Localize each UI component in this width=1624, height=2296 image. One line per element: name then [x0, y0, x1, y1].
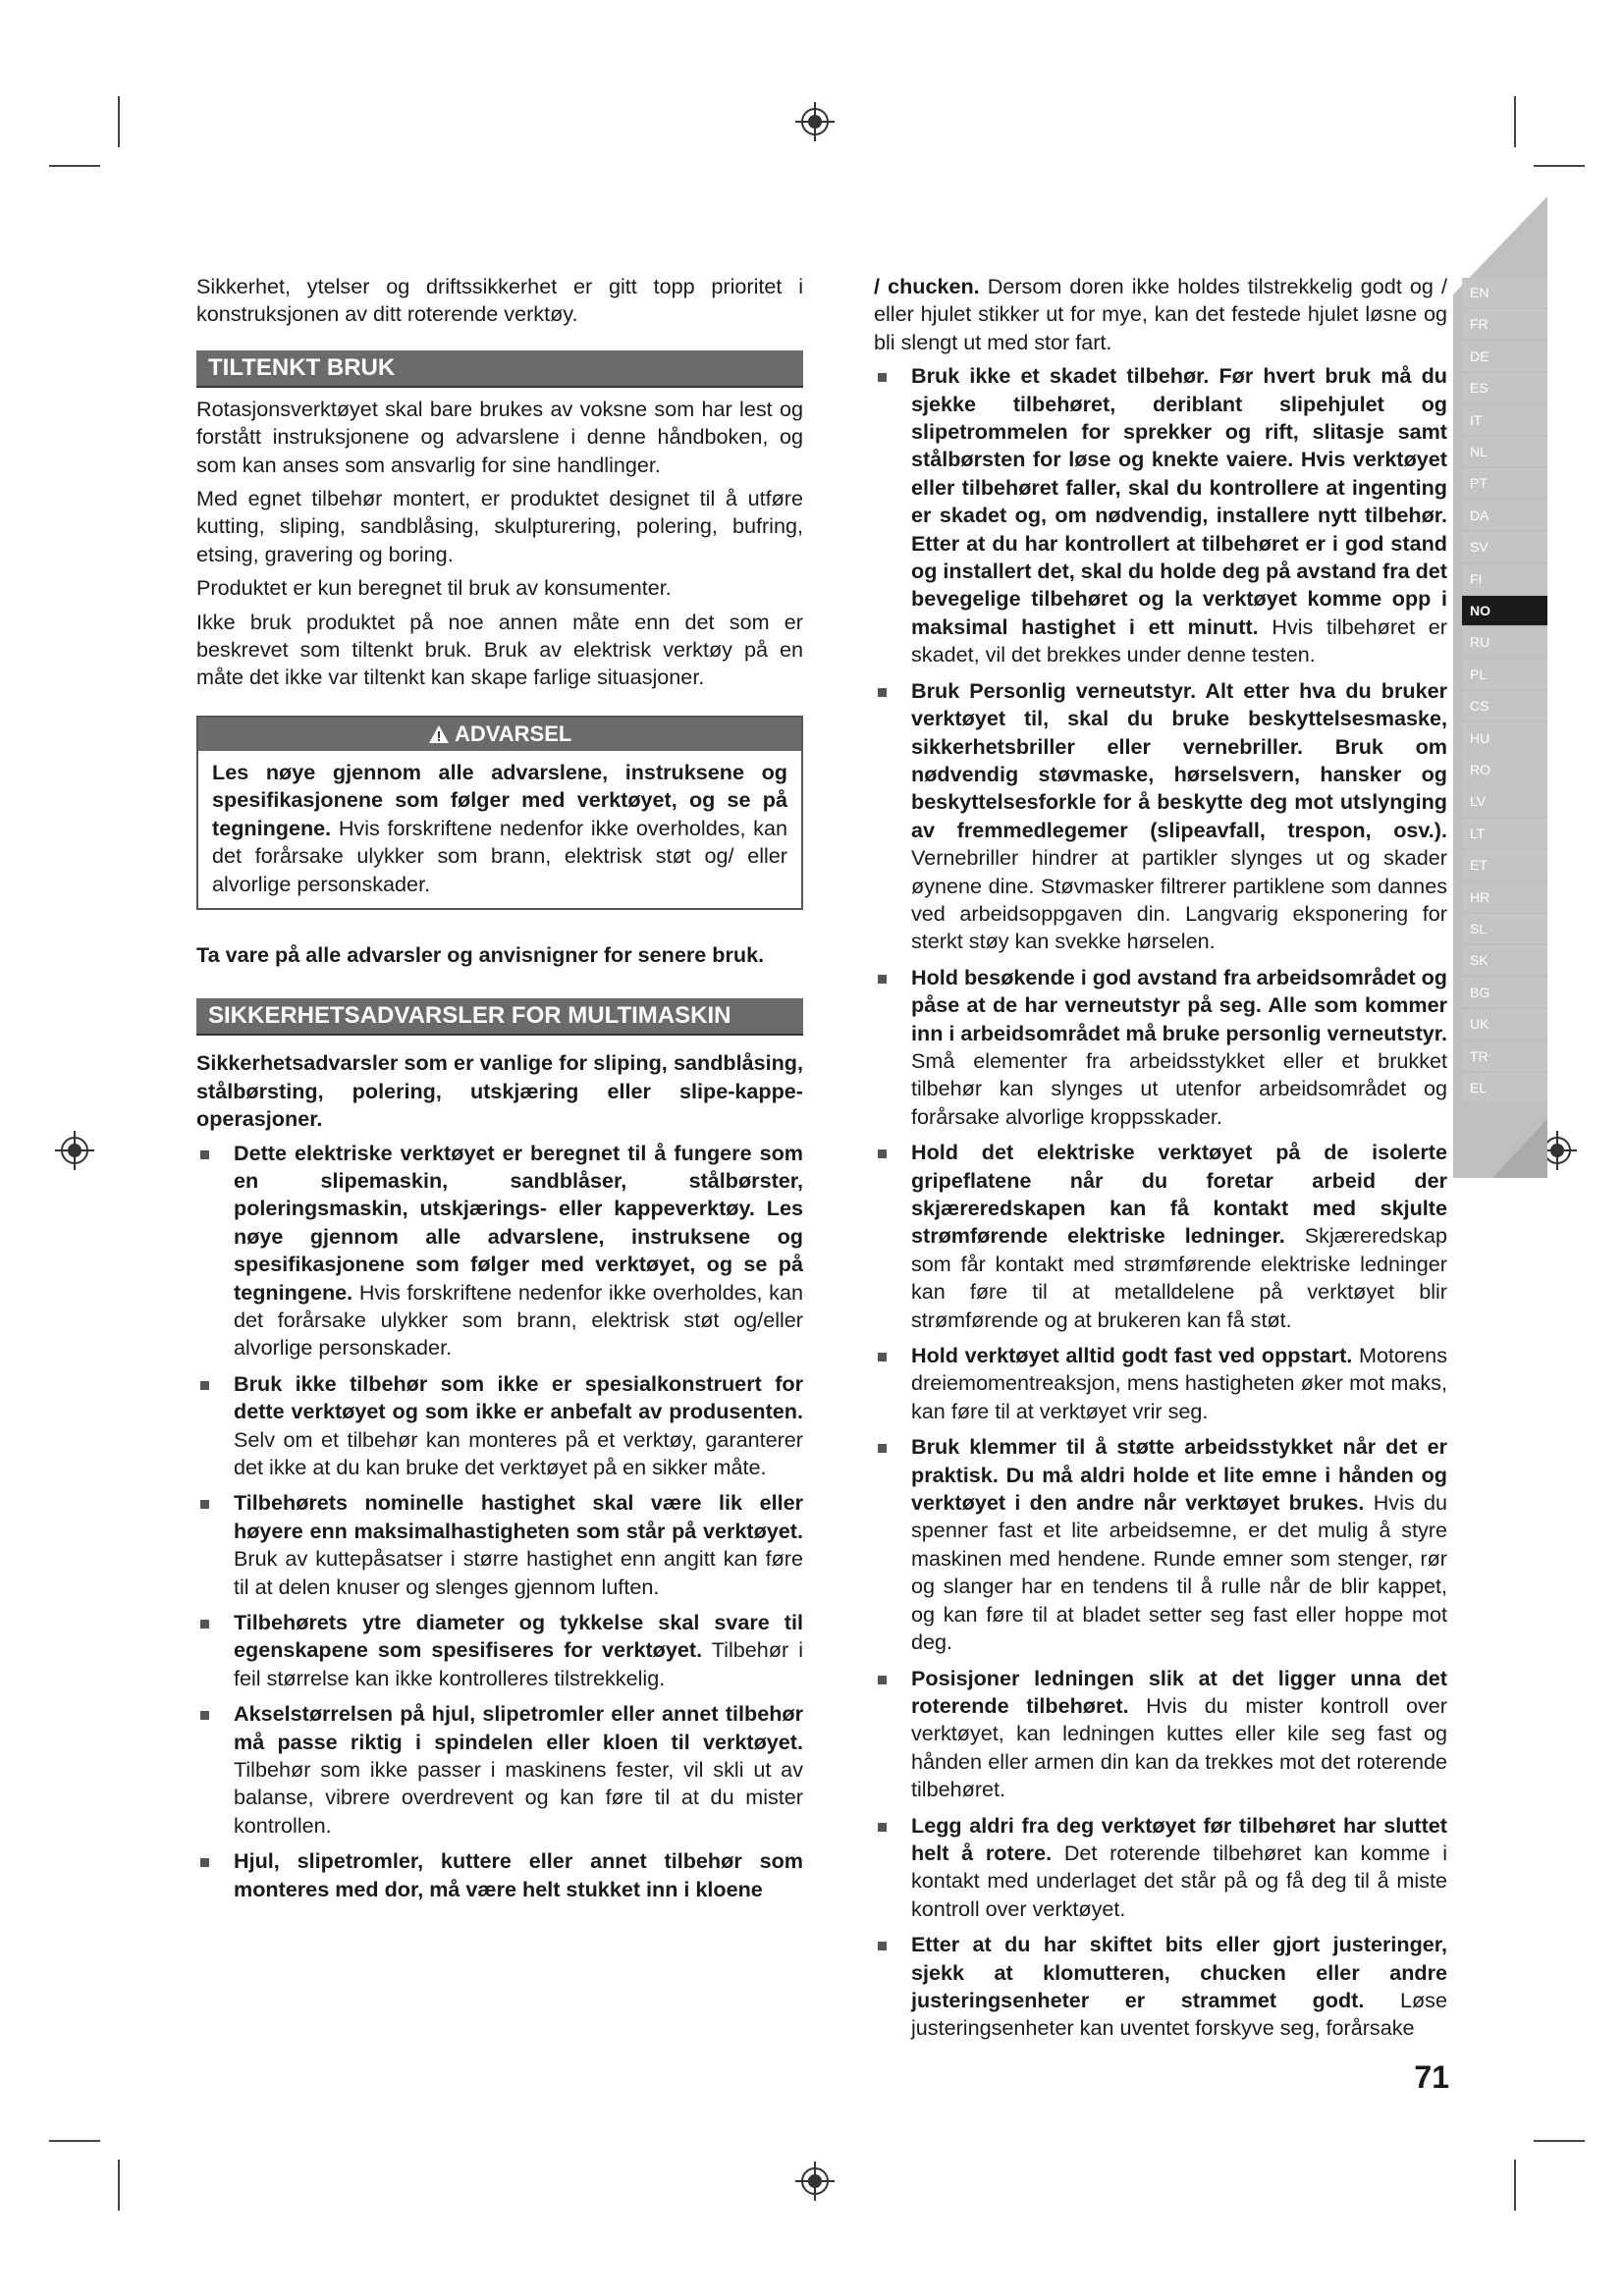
bullet-bold-text: Hold det elektriske verktøyet på de isolerte gripeflatene når du foretar arbeid der skjæreredskapen kan få kontakt med skjulte strømførende elektriske ledninger.: [911, 1140, 1447, 1249]
continued-bold-text: / chucken.: [874, 274, 980, 298]
language-tab-et[interactable]: ET: [1462, 850, 1547, 880]
language-tab-sv[interactable]: SV: [1462, 532, 1547, 561]
section-title-intended-use: TILTENKT BRUK: [196, 350, 803, 388]
bullet-bold-text: Tilbehørets ytre diameter og tykkelse skal svare til egenskapene som spesifiseres for verktøyet.: [234, 1610, 803, 1663]
language-tab-sl[interactable]: SL: [1462, 914, 1547, 943]
keep-instructions-note: Ta vare på alle advarsler og anvisnigner for senere bruk.: [196, 941, 765, 967]
list-item: [874, 1812, 1447, 1924]
registration-mark-icon: [793, 2160, 837, 2203]
paragraph: Produktet er kun beregnet til bruk av konsumenter.: [196, 575, 672, 601]
bullet-bold-text: Hjul, slipetromler, kuttere eller annet tilbehør som monteres med dor, må være helt stukket inn i kloene: [234, 1848, 803, 1901]
bullet-bold-text: Bruk Personlig verneutstyr. Alt etter hva du bruker verktøyet til, skal du bruke beskyttelsesmaske, sikkerhetsbriller eller vernebriller. Bruk om nødvendig støvmaske, hørselsvern, hansker og beskyttelsesforkle for å beskytte deg mot utslynging av fremmedlegemer (slipeavfall, trespon, osv.).: [911, 677, 1447, 842]
bullet-text: Hvis forskriftene nedenfor ikke overholdes, kan det forårsake ulykker som brann, elektrisk støt og/eller alvorlige personskader.: [234, 1279, 803, 1361]
bullet-text: Løse justeringsenheter kan uventet forskyve seg, forårsake: [911, 1987, 1447, 2041]
language-tab-ru[interactable]: RU: [1462, 627, 1547, 657]
language-tab-lv[interactable]: LV: [1462, 786, 1547, 816]
list-item: [874, 1139, 1447, 1334]
registration-mark-icon: [53, 1129, 96, 1172]
crop-mark: [1514, 96, 1516, 147]
list-item: [874, 362, 1447, 668]
warning-title: ADVARSEL: [454, 721, 572, 746]
bullet-bold-text: Etter at du har skiftet bits eller gjort justeringer, sjekk at klomutteren, chucken eller andre justeringsenheter er strammet godt.: [911, 1932, 1447, 2012]
language-tab-fi[interactable]: FI: [1462, 564, 1547, 594]
list-item: [874, 677, 1447, 956]
bullet-text: Det roterende tilbehøret kan komme i kontakt med underlaget det står på og få deg til å miste kontroll over verktøyet.: [911, 1840, 1447, 1921]
bullet-text: Hvis tilbehøret er skadet, vil det brekkes under denne testen.: [911, 614, 1447, 667]
list-item: [874, 1665, 1447, 1804]
language-tab-no[interactable]: NO: [1462, 596, 1547, 625]
list-item: [874, 1342, 1447, 1425]
registration-mark-icon: [793, 100, 837, 143]
warning-body: [198, 751, 801, 908]
language-tab-sk[interactable]: SK: [1462, 945, 1547, 975]
bullet-bold-text: Hold verktøyet alltid godt fast ved oppstart.: [911, 1343, 1353, 1368]
bullet-bold-text: Tilbehørets nominelle hastighet skal være lik eller høyere enn maksimalhastigheten som står på verktøyet.: [234, 1490, 803, 1543]
crop-mark: [1514, 2160, 1516, 2211]
language-tab-bg[interactable]: BG: [1462, 978, 1547, 1007]
section-title-safety-warnings: SIKKERHETSADVARSLER FOR MULTIMASKIN: [196, 998, 803, 1036]
language-tab-fr[interactable]: FR: [1462, 309, 1547, 339]
list-item: [196, 1700, 803, 1840]
crop-mark: [1534, 165, 1585, 167]
bullet-bold-text: Legg aldri fra deg verktøyet før tilbehøret har sluttet helt å rotere.: [911, 1812, 1447, 1865]
crop-mark: [49, 165, 100, 167]
language-tab-ro[interactable]: RO: [1462, 755, 1547, 784]
warning-box: [196, 716, 803, 910]
paragraph: Med egnet tilbehør montert, er produktet designet til å utføre kutting, sliping, sandblåsing, skulpturering, polering, bufring, etsing, gravering og boring.: [196, 486, 803, 566]
language-tab-pt[interactable]: PT: [1462, 468, 1547, 498]
bullet-bold-text: Hold besøkende i god avstand fra arbeidsområdet og påse at de har verneutstyr på seg. Alle som kommer inn i arbeidsområdet må bruke personlig verneutstyr.: [911, 964, 1448, 1045]
bullet-text: Hvis du spenner fast et lite arbeidsemne, er det mulig å styre maskinen med hendene. Runde emner som stenger, rør og slanger har en tendens til å rulle når de blir kappet, og kan føre til at bladet setter seg fast eller hoppe mot deg.: [911, 1490, 1447, 1655]
warning-text: Hvis forskriftene nedenfor ikke overholdes, kan det forårsake ulykker som brann, elektrisk støt og/ eller alvorlige personskader.: [212, 815, 787, 896]
warning-header: [198, 718, 801, 751]
warning-bold-text: Les nøye gjennom alle advarslene, instruksene og spesifikasjonene som følger med verktøyet, og se på tegningene.: [212, 759, 787, 840]
warning-triangle-icon: [428, 724, 450, 744]
bullet-text: Tilbehør i feil størrelse kan ikke kontrolleres tilstrekkelig.: [234, 1637, 803, 1690]
language-tab-en[interactable]: EN: [1462, 278, 1547, 307]
bullet-text: Vernebriller hindrer at partikler slynges ut og skader øynene dine. Støvmasker filtrerer partiklene som dannes ved arbeidsoppgaven din. Langvarig eksponering for sterkt støy kan svekke hørselen.: [911, 845, 1447, 954]
list-item: [874, 1433, 1447, 1656]
list-item: [874, 1931, 1447, 2043]
language-tab-el[interactable]: EL: [1462, 1073, 1547, 1102]
language-tab-nl[interactable]: NL: [1462, 437, 1547, 466]
crop-mark: [118, 2160, 120, 2211]
right-column: [874, 273, 1447, 2051]
language-tab-pl[interactable]: PL: [1462, 660, 1547, 689]
list-item: [196, 1489, 803, 1601]
bullet-bold-text: Bruk ikke tilbehør som ikke er spesialkonstruert for dette verktøyet og som ikke er anbefalt av produsenten.: [234, 1370, 803, 1424]
language-tab-es[interactable]: ES: [1462, 373, 1547, 402]
bullet-text: Motorens dreiemomentreaksjon, mens hastigheten øker mot maks, kan føre til at verktøyet vrir seg.: [911, 1343, 1447, 1423]
bullet-text: Små elementer fra arbeidsstykket eller et brukket tilbehør kan slynges ut utenfor arbeidsområdet og forårsake alvorlige kroppsskader.: [911, 1047, 1447, 1129]
page-number: 71: [1414, 2059, 1449, 2095]
list-item: [874, 964, 1447, 1131]
continued-paragraph: [874, 273, 1447, 356]
intro-text: Sikkerhet, ytelser og driftssikkerhet er gitt topp prioritet i konstruksjonen av ditt roterende verktøy.: [196, 274, 803, 327]
crop-mark: [1534, 2140, 1585, 2142]
list-item: [196, 1609, 803, 1692]
bullet-text: Hvis du mister kontroll over verktøyet, kan ledningen kuttes eller kile seg fast og hånden eller armen din kan da trekkes mot det roterende tilbehøret.: [911, 1692, 1447, 1802]
bullet-text: Skjæreredskap som får kontakt med strømførende elektriske ledninger kan føre til at metalldelene på verktøyet blir strømførende og at brukeren kan få støt.: [911, 1223, 1447, 1332]
language-tab-hu[interactable]: HU: [1462, 723, 1547, 753]
bullet-bold-text: Dette elektriske verktøyet er beregnet til å fungere som en slipemaskin, sandblåser, stålbørster, poleringsmaskin, utskjærings- eller kappeverktøy. Les nøye gjennom alle advarslene, instruksene og spesifikasjonene som følger med verktøyet, og se på tegningene.: [234, 1140, 803, 1305]
bullet-bold-text: Akselstørrelsen på hjul, slipetromler eller annet tilbehør må passe riktig i spindelen eller kloen til verktøyet.: [234, 1701, 803, 1754]
list-item: [196, 1140, 803, 1362]
language-tab-cs[interactable]: CS: [1462, 691, 1547, 721]
section-intro: Sikkerhetsadvarsler som er vanlige for sliping, sandblåsing, stålbørsting, polering, utskjæring eller slipe-kappe-operasjoner.: [196, 1050, 803, 1132]
language-tab-hr[interactable]: HR: [1462, 882, 1547, 912]
language-tab-tr[interactable]: TR: [1462, 1041, 1547, 1071]
bullet-text: Bruk av kuttepåsatser i større hastighet enn angitt kan føre til at delen knuser og slenges gjennom luften.: [234, 1546, 803, 1599]
paragraph: Ikke bruk produktet på noe annen måte enn det som er beskrevet som tiltenkt bruk. Bruk av elektrisk verktøy på en måte det ikke var tiltenkt kan skape farlige situasjoner.: [196, 609, 803, 690]
bullet-text: Tilbehør som ikke passer i maskinens fester, vil skli ut av balanse, vibrere overdrevent og kan føre til at du mister kontrollen.: [234, 1757, 803, 1838]
bullet-bold-text: Bruk ikke et skadet tilbehør. Før hvert bruk må du sjekke tilbehøret, deriblant slipehjulet og slipetrommelen for sprekker og rift, slitasje samt stålbørsten for løse og knekte vaiere. Hvis verktøyet eller tilbehøret faller, skal du kontrollere at ingenting er skadet og, om nødvendig, installere nytt tilbehør. Etter at du har kontrollert at tilbehøret er i god stand og installert det, skal du holde deg på avstand fra det bevegelige tilbehøret og la verktøyet komme opp i maksimal hastighet i ett minutt.: [911, 363, 1447, 639]
crop-mark: [118, 96, 120, 147]
left-column: [196, 273, 803, 1911]
paragraph: Rotasjonsverktøyet skal bare brukes av voksne som har lest og forstått instruksjonene og advarslene i denne håndboken, og som kan anses som ansvarlig for sine handlinger.: [196, 396, 803, 477]
list-item: [196, 1847, 803, 1903]
language-tab-lt[interactable]: LT: [1462, 819, 1547, 848]
bullet-bold-text: Bruk klemmer til å støtte arbeidsstykket når det er praktisk. Du må aldri holde et lite emne i hånden og verktøyet i den andre når verktøyet brukes.: [911, 1434, 1447, 1516]
language-tab-uk[interactable]: UK: [1462, 1009, 1547, 1039]
continued-text: Dersom doren ikke holdes tilstrekkelig godt og / eller hjulet stikker ut for mye, kan det festede hjulet løsne og bli slengt ut med stor fart.: [874, 274, 1447, 354]
crop-mark: [49, 2140, 100, 2142]
bullet-bold-text: Posisjoner ledningen slik at det ligger unna det roterende tilbehøret.: [911, 1665, 1447, 1718]
bullet-text: Selv om et tilbehør kan monteres på et verktøy, garanterer det ikke at du kan bruke det verktøyet på en sikker måte.: [234, 1426, 803, 1479]
language-tab-de[interactable]: DE: [1462, 342, 1547, 371]
list-item: [196, 1370, 803, 1482]
language-tab-it[interactable]: IT: [1462, 405, 1547, 435]
language-tab-da[interactable]: DA: [1462, 501, 1547, 530]
